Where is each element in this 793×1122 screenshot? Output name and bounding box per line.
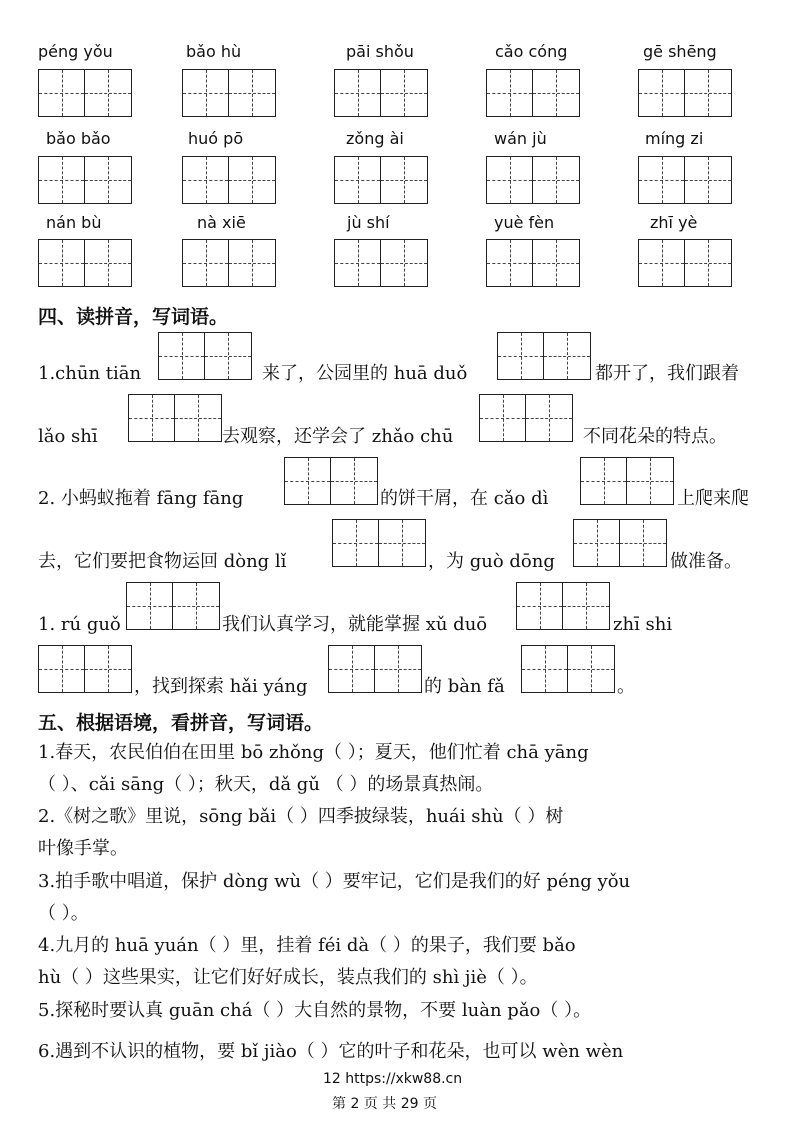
pinyin-label: nán bù	[46, 213, 102, 232]
writing-box[interactable]	[284, 457, 378, 505]
writing-box[interactable]	[521, 645, 615, 693]
writing-box[interactable]	[158, 332, 252, 380]
writing-box[interactable]	[332, 519, 426, 567]
page-number: 第 2 页 共 29 页	[332, 1096, 437, 1112]
question-line: （ ）、cǎi sāng（ ）；秋天，dǎ gǔ （ ）的场景真热闹。	[38, 774, 494, 795]
pinyin-label: huó pō	[188, 129, 244, 148]
sentence-text: ，找到探索 hǎi yáng	[134, 676, 308, 697]
sentence-text: 。	[617, 676, 635, 697]
sentence-text: 的饼干屑，在 cǎo dì	[380, 488, 549, 509]
writing-box[interactable]	[573, 519, 667, 567]
question-line: 6.遇到不认识的植物，要 bǐ jiào（ ）它的叶子和花朵，也可以 wèn wèn	[38, 1041, 624, 1062]
pinyin-label: míng zi	[645, 129, 704, 148]
pinyin-label: zǒng ài	[346, 129, 404, 148]
writing-box[interactable]	[638, 239, 732, 287]
writing-box[interactable]	[328, 645, 422, 693]
section-title: 五、根据语境，看拼音，写词语。	[38, 712, 324, 734]
question-line: 2.《树之歌》里说，sōng bǎi（ ）四季披绿装，huái shù（ ）树	[38, 806, 564, 827]
sentence-text: 上爬来爬	[677, 488, 749, 509]
writing-box[interactable]	[479, 394, 573, 442]
writing-box[interactable]	[128, 394, 222, 442]
question-line: （ ）。	[38, 903, 89, 924]
sentence-text: 去观察，还学会了 zhǎo chū	[222, 426, 454, 447]
sentence-text: 1. rú guǒ	[38, 614, 121, 635]
question-line: 叶像手掌。	[38, 838, 128, 859]
pinyin-label: zhī yè	[650, 213, 698, 232]
sentence-text: ，为 guò dōng	[428, 551, 555, 572]
writing-box[interactable]	[182, 69, 276, 117]
sentence-text: zhī shi	[613, 614, 673, 635]
sentence-text: 的 bàn fǎ	[424, 676, 505, 697]
source-url: 12 https://xkw88.cn	[323, 1071, 463, 1087]
pinyin-label: pāi shǒu	[346, 42, 414, 61]
question-line: hù（ ）这些果实，让它们好好成长，装点我们的 shì jiè（ ）。	[38, 967, 538, 988]
writing-box[interactable]	[182, 156, 276, 204]
sentence-text: 做准备。	[670, 551, 742, 572]
sentence-text: 1.chūn tiān	[38, 363, 142, 384]
writing-box[interactable]	[38, 645, 132, 693]
writing-box[interactable]	[334, 156, 428, 204]
writing-box[interactable]	[486, 239, 580, 287]
pinyin-label: bǎo hù	[186, 42, 242, 61]
writing-box[interactable]	[38, 239, 132, 287]
sentence-text: 不同花朵的特点。	[583, 426, 727, 447]
pinyin-label: gē shēng	[643, 42, 717, 61]
question-line: 4.九月的 huā yuán（ ）里，挂着 féi dà（ ）的果子，我们要 bǎo	[38, 935, 576, 956]
sentence-text: 都开了，我们跟着	[595, 363, 739, 384]
sentence-text: 去，它们要把食物运回 dòng lǐ	[38, 551, 287, 572]
question-line: 1.春天，农民伯伯在田里 bō zhǒng（ ）；夏天，他们忙着 chā yāng	[38, 742, 589, 763]
sentence-text: 来了，公园里的 huā duǒ	[262, 363, 468, 384]
writing-box[interactable]	[38, 156, 132, 204]
pinyin-label: péng yǒu	[38, 42, 113, 61]
writing-box[interactable]	[126, 582, 220, 630]
writing-box[interactable]	[334, 239, 428, 287]
sentence-text: lǎo shī	[38, 426, 98, 447]
writing-box[interactable]	[580, 457, 674, 505]
writing-box[interactable]	[334, 69, 428, 117]
pinyin-label: wán jù	[494, 129, 547, 148]
sentence-text: 我们认真学习，就能掌握 xǔ duō	[222, 614, 488, 635]
writing-box[interactable]	[497, 332, 591, 380]
writing-box[interactable]	[486, 156, 580, 204]
pinyin-label: bǎo bǎo	[46, 129, 111, 148]
sentence-text: 2. 小蚂蚁拖着 fāng fāng	[38, 488, 244, 509]
writing-box[interactable]	[638, 156, 732, 204]
pinyin-label: jù shí	[347, 213, 390, 232]
writing-box[interactable]	[516, 582, 610, 630]
writing-box[interactable]	[38, 69, 132, 117]
question-line: 5.探秘时要认真 guān chá（ ）大自然的景物，不要 luàn pǎo（ ）。	[38, 1000, 592, 1021]
writing-box[interactable]	[182, 239, 276, 287]
writing-box[interactable]	[638, 69, 732, 117]
pinyin-label: cǎo cóng	[495, 42, 568, 61]
pinyin-label: nà xiē	[197, 213, 246, 232]
writing-box[interactable]	[486, 69, 580, 117]
section-title: 四、读拼音，写词语。	[38, 306, 229, 328]
pinyin-label: yuè fèn	[494, 213, 555, 232]
question-line: 3.拍手歌中唱道，保护 dòng wù（ ）要牢记，它们是我们的好 péng yǒu	[38, 871, 631, 892]
